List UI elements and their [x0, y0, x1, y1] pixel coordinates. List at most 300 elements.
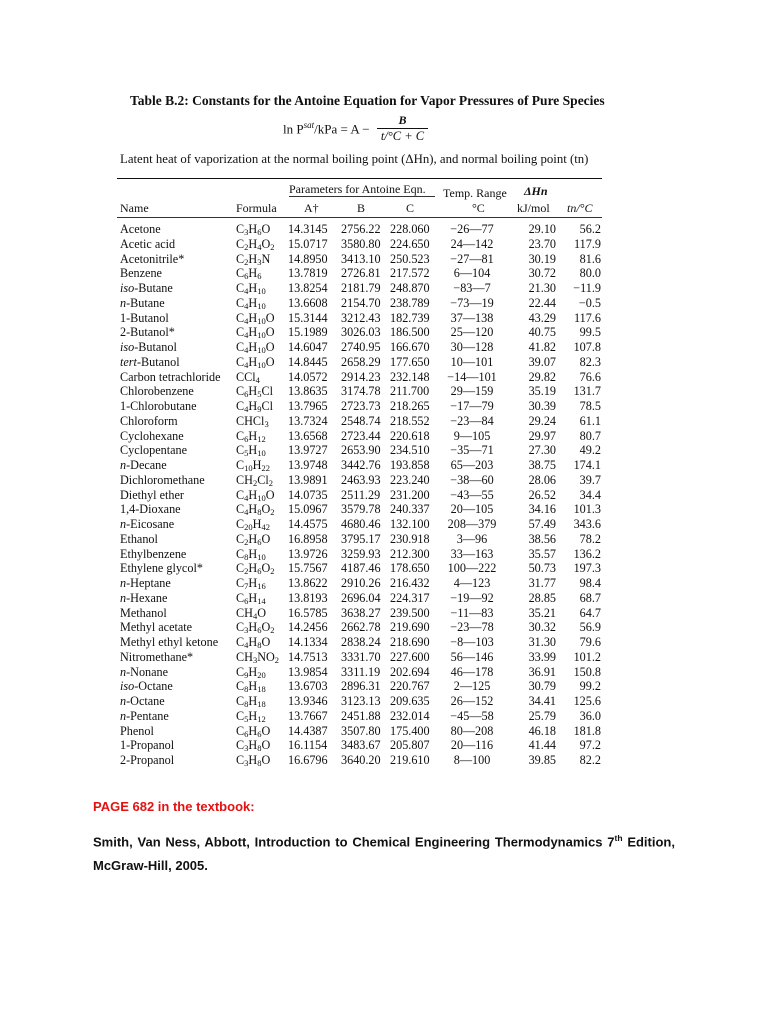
cell-a: 14.3145: [288, 222, 328, 236]
header-b: B: [357, 201, 366, 215]
cell-name: n-Butane: [120, 295, 165, 310]
cell-tn: −11.9: [573, 281, 601, 295]
cell-name: 1-Propanol: [120, 738, 175, 753]
cell-b: 3212.43: [341, 310, 381, 325]
cell-dh: 35.57: [528, 546, 556, 561]
cell-tn: 49.2: [579, 443, 601, 458]
cell-c: 218.690: [390, 635, 430, 649]
cell-c: 234.510: [390, 443, 430, 458]
cell-formula: CCl$_4$: [236, 369, 260, 385]
cell-b: 3638.27: [341, 605, 381, 620]
cell-a: 15.7567: [288, 561, 328, 576]
equation-lhs: ln P: [283, 121, 304, 137]
cell-tn: 101.2: [573, 649, 601, 664]
cell-formula: $C_3H_6O_2$: [236, 620, 275, 636]
cell-c: 193.858: [390, 458, 430, 472]
cell-name: Methyl ethyl ketone: [120, 635, 219, 649]
header-temp-range: Temp. Range: [443, 186, 507, 200]
table-row: [117, 311, 602, 326]
cell-temp-range: 8—100: [453, 753, 491, 767]
cell-a: 13.8254: [288, 281, 328, 295]
cell-formula: $C_4H_{10}$: [236, 281, 266, 296]
cell-name: Methanol: [120, 605, 167, 620]
cell-name: Dichloromethane: [120, 472, 205, 487]
cell-b: 3507.80: [341, 723, 381, 738]
cell-b: 3442.76: [341, 458, 381, 472]
cell-temp-range: 29—159: [450, 384, 494, 399]
cell-a: 15.0967: [288, 502, 328, 517]
cell-c: 250.523: [390, 251, 430, 266]
cell-tn: 101.3: [573, 502, 601, 517]
cell-c: 223.240: [390, 472, 430, 487]
cell-a: 13.6568: [288, 428, 328, 443]
cell-a: 16.5785: [288, 605, 328, 620]
cell-c: 232.148: [390, 369, 430, 384]
cell-dh: 30.72: [528, 266, 556, 281]
citation-text-end: Edition, McGraw-Hill, 2005.: [93, 834, 675, 874]
table-row: [117, 399, 602, 414]
cell-c: 182.739: [390, 310, 430, 325]
cell-name: Nitromethane*: [120, 649, 194, 664]
cell-dh: 29.82: [528, 369, 556, 384]
cell-c: 212.300: [390, 546, 430, 561]
cell-a: 16.1154: [288, 738, 328, 753]
cell-name: n-Eicosane: [120, 517, 175, 531]
cell-a: 13.8635: [288, 384, 328, 399]
cell-temp-range: 80—208: [450, 723, 494, 738]
cell-c: 218.265: [390, 399, 430, 413]
cell-formula: $C_2H_3N$: [236, 251, 271, 267]
cell-tn: 82.3: [579, 354, 601, 369]
cell-c: 227.600: [390, 649, 430, 664]
cell-formula: $C_6H_{12}$: [236, 428, 266, 444]
cell-tn: 117.6: [574, 310, 601, 325]
cell-temp-range: −35—71: [450, 443, 494, 458]
cell-c: 238.789: [390, 295, 430, 310]
cell-temp-range: −27—81: [450, 251, 494, 266]
cell-b: 3123.13: [341, 694, 381, 708]
cell-b: 4680.46: [341, 517, 381, 531]
cell-b: 3580.80: [341, 236, 381, 251]
header-name: Name: [120, 201, 149, 215]
cell-c: 224.650: [390, 236, 430, 251]
cell-c: 240.337: [390, 502, 430, 517]
citation: [93, 826, 675, 878]
equation-denominator: t/°C + C: [377, 128, 428, 144]
cell-tn: 150.8: [573, 664, 601, 679]
cell-dh: 34.41: [528, 694, 556, 708]
cell-name: 2-Butanol*: [120, 325, 175, 340]
cell-a: 14.7513: [288, 649, 328, 664]
table-row: [117, 281, 602, 296]
cell-c: 220.618: [390, 428, 430, 443]
cell-b: 2914.23: [341, 369, 381, 384]
cell-tn: 107.8: [573, 340, 601, 354]
cell-name: 1-Chlorobutane: [120, 399, 197, 413]
cell-b: 3795.17: [341, 531, 381, 546]
cell-tn: 61.1: [579, 413, 601, 428]
cell-tn: 82.2: [579, 753, 601, 767]
cell-b: 2896.31: [341, 679, 381, 694]
table-row: [117, 429, 602, 444]
cell-b: 2723.44: [341, 428, 381, 443]
table-row: [117, 355, 602, 370]
table-row: [117, 561, 602, 576]
cell-name: Methyl acetate: [120, 620, 193, 635]
table-row: [117, 237, 602, 252]
cell-formula: $C_4H_{10}$: [236, 295, 266, 311]
cell-tn: −0.5: [578, 295, 601, 310]
cell-tn: 68.7: [579, 590, 601, 605]
cell-c: 248.870: [390, 281, 430, 295]
cell-b: 2154.70: [341, 295, 381, 310]
cell-name: Acetic acid: [120, 236, 176, 251]
cell-dh: 36.91: [528, 664, 556, 679]
cell-formula: $C_3H_8O$: [236, 753, 271, 768]
table-row: [117, 724, 602, 739]
cell-name: tert-Butanol: [120, 354, 180, 369]
cell-temp-range: −17—79: [450, 399, 494, 413]
cell-name: 1,4-Dioxane: [120, 502, 181, 517]
cell-temp-range: 56—146: [450, 649, 494, 664]
cell-a: 14.8950: [288, 251, 328, 266]
equation-sat-superscript: sat: [303, 119, 315, 130]
cell-temp-range: 10—101: [450, 354, 494, 369]
cell-temp-range: 20—105: [450, 502, 494, 517]
cell-name: n-Nonane: [120, 664, 169, 679]
cell-a: 13.6608: [288, 295, 328, 310]
cell-dh: 39.85: [528, 753, 556, 767]
table-row: [117, 694, 602, 709]
cell-a: 14.0735: [288, 487, 328, 502]
cell-b: 3259.93: [341, 546, 381, 561]
cell-temp-range: 30—128: [450, 340, 494, 354]
cell-temp-range: 37—138: [450, 310, 494, 325]
cell-name: Cyclohexane: [120, 428, 184, 443]
cell-temp-range: −8—103: [450, 635, 494, 649]
cell-b: 3311.19: [341, 664, 381, 679]
cell-tn: 80.0: [579, 266, 601, 281]
cell-temp-range: 4—123: [453, 576, 491, 590]
cell-dh: 41.82: [528, 340, 556, 354]
cell-tn: 56.9: [579, 620, 601, 635]
cell-c: 202.694: [390, 664, 430, 679]
cell-a: 13.7965: [288, 399, 328, 413]
cell-temp-range: −23—84: [450, 413, 494, 428]
cell-c: 220.767: [390, 679, 430, 694]
cell-dh: 21.30: [528, 281, 556, 295]
cell-a: 13.6703: [288, 679, 328, 694]
cell-name: n-Octane: [120, 694, 165, 708]
cell-dh: 31.77: [528, 576, 556, 590]
cell-tn: 343.6: [573, 517, 601, 531]
cell-a: 13.9748: [288, 458, 328, 472]
table-row: [117, 547, 602, 562]
cell-temp-range: 2—125: [453, 679, 491, 694]
cell-a: 14.4575: [288, 517, 328, 531]
table-row: [117, 370, 602, 385]
table-row: [117, 620, 602, 635]
citation-superscript: th: [614, 833, 623, 843]
cell-dh: 30.19: [528, 251, 556, 266]
cell-b: 2548.74: [341, 413, 381, 428]
cell-a: 16.8958: [288, 531, 328, 546]
cell-formula: $C_8H_{10}$: [236, 546, 266, 562]
table-row: [117, 414, 602, 429]
header-formula: Formula: [236, 201, 277, 215]
cell-formula: $C_6H_6$: [236, 266, 262, 282]
cell-formula: $C_4H_{10}O$: [236, 354, 275, 370]
cell-name: Cyclopentane: [120, 443, 188, 458]
cell-temp-range: −83—7: [453, 281, 491, 295]
cell-temp-range: 26—152: [450, 694, 494, 708]
cell-c: 211.700: [390, 384, 430, 399]
cell-dh: 38.75: [528, 458, 556, 472]
cell-dh: 33.99: [528, 649, 556, 664]
cell-dh: 46.18: [528, 723, 556, 738]
cell-name: n-Pentane: [120, 708, 169, 723]
cell-a: 13.8193: [288, 590, 328, 605]
cell-dh: 30.79: [528, 679, 556, 694]
citation-text: Smith, Van Ness, Abbott, Introduction to Chemical Engineering Thermodynamics 7: [93, 834, 615, 850]
cell-b: 4187.46: [341, 561, 381, 576]
cell-temp-range: −19—92: [450, 590, 494, 605]
table-row: [117, 679, 602, 694]
cell-c: 186.500: [390, 325, 430, 340]
cell-formula: $C_6H_{14}$: [236, 590, 266, 606]
cell-dh: 39.07: [528, 354, 556, 369]
cell-b: 2740.95: [341, 340, 381, 354]
cell-a: 13.8622: [288, 576, 328, 590]
cell-dh: 31.30: [528, 635, 556, 649]
cell-a: 13.9727: [288, 443, 328, 458]
cell-tn: 99.5: [579, 325, 601, 340]
cell-temp-range: −43—55: [450, 487, 494, 502]
cell-formula: $C_4H_{10}O$: [236, 340, 275, 355]
cell-dh: 29.24: [528, 413, 556, 428]
cell-b: 2181.79: [341, 281, 381, 295]
cell-tn: 56.2: [579, 222, 601, 236]
cell-formula: $CH_2Cl_2$: [236, 472, 273, 488]
cell-name: Ethylbenzene: [120, 546, 187, 561]
table-header: [117, 179, 602, 217]
cell-tn: 197.3: [573, 561, 601, 576]
table-row: [117, 458, 602, 473]
table-row: [117, 340, 602, 355]
cell-temp-range: −14—101: [447, 369, 497, 384]
cell-b: 3026.03: [341, 325, 381, 340]
cell-a: 13.9854: [288, 664, 328, 679]
cell-formula: $CH_3NO_2$: [236, 649, 280, 665]
cell-a: 14.1334: [288, 635, 328, 649]
cell-b: 2463.93: [341, 472, 381, 487]
cell-formula: $C_{10}H_{22}$: [236, 458, 270, 473]
cell-b: 2723.73: [341, 399, 381, 413]
cell-c: 166.670: [390, 340, 430, 354]
cell-c: 219.610: [390, 753, 430, 767]
cell-b: 3483.67: [341, 738, 381, 753]
cell-name: iso-Octane: [120, 679, 173, 694]
cell-a: 13.7667: [288, 708, 328, 723]
cell-temp-range: 25—120: [450, 325, 494, 340]
cell-formula: $C_4H_{10}O$: [236, 310, 275, 326]
cell-temp-range: 100—222: [447, 561, 497, 576]
cell-tn: 99.2: [579, 679, 601, 694]
cell-formula: $C_6H_5Cl$: [236, 384, 273, 400]
cell-dh: 28.06: [528, 472, 556, 487]
cell-tn: 81.6: [579, 251, 601, 266]
cell-tn: 36.0: [579, 708, 601, 723]
cell-c: 231.200: [390, 487, 430, 502]
cell-temp-range: −23—78: [450, 620, 494, 635]
cell-a: 13.9891: [288, 472, 328, 487]
cell-formula: $C_6H_6O$: [236, 723, 271, 739]
cell-temp-range: 65—203: [450, 458, 494, 472]
cell-name: Chloroform: [120, 413, 178, 428]
cell-formula: $C_2H_4O_2$: [236, 236, 275, 252]
cell-b: 2658.29: [341, 354, 381, 369]
cell-c: 232.014: [390, 708, 430, 723]
cell-formula: $C_3H_8O$: [236, 738, 271, 754]
cell-c: 216.432: [390, 576, 430, 590]
cell-temp-range: 6—104: [453, 266, 491, 281]
cell-name: Diethyl ether: [120, 487, 184, 502]
table-caption: Table B.2: Constants for the Antoine Equation for Vapor Pressures of Pure Species: [130, 93, 605, 108]
cell-name: Chlorobenzene: [120, 384, 194, 399]
cell-tn: 181.8: [573, 723, 601, 738]
cell-formula: $C_7H_{16}$: [236, 576, 266, 591]
cell-b: 2662.78: [341, 620, 381, 635]
table-row: [117, 650, 602, 665]
cell-name: 1-Butanol: [120, 310, 169, 325]
cell-a: 15.3144: [288, 310, 328, 325]
cell-dh: 29.97: [528, 428, 556, 443]
cell-dh: 26.52: [528, 487, 556, 502]
cell-tn: 80.7: [579, 428, 601, 443]
cell-formula: $C_4H_8O_2$: [236, 502, 275, 518]
cell-c: 178.650: [390, 561, 430, 576]
cell-temp-range: −26—77: [450, 222, 494, 236]
cell-a: 14.6047: [288, 340, 328, 354]
cell-c: 209.635: [390, 694, 430, 708]
table-row: [117, 576, 602, 591]
cell-b: 2451.88: [341, 708, 381, 723]
cell-tn: 174.1: [573, 458, 601, 472]
cell-tn: 78.2: [579, 531, 601, 546]
header-dh: ΔHn: [524, 184, 548, 198]
cell-dh: 50.73: [528, 561, 556, 576]
cell-b: 2511.29: [341, 487, 381, 502]
equation-fraction: [377, 113, 428, 144]
cell-dh: 38.56: [528, 531, 556, 546]
latent-heat-note: Latent heat of vaporization at the normal boiling point (ΔHn), and normal boiling point (tn): [120, 152, 589, 166]
cell-dh: 57.49: [528, 517, 556, 531]
table-row: [117, 606, 602, 621]
cell-a: 15.0717: [288, 236, 328, 251]
equation-numerator: B: [398, 113, 407, 127]
cell-b: 2653.90: [341, 443, 381, 458]
cell-tn: 34.4: [579, 487, 601, 502]
cell-a: 16.6796: [288, 753, 328, 767]
antoine-equation: [283, 113, 428, 149]
cell-a: 15.1989: [288, 325, 328, 340]
cell-name: 2-Propanol: [120, 753, 175, 767]
cell-c: 218.552: [390, 413, 430, 428]
cell-temp-range: −45—58: [450, 708, 494, 723]
cell-tn: 79.6: [579, 635, 601, 649]
cell-c: 217.572: [390, 266, 430, 281]
cell-dh: 34.16: [528, 502, 556, 517]
cell-formula: $C_2H_6O_2$: [236, 561, 275, 577]
cell-formula: CHCl$_3$: [236, 413, 269, 429]
cell-dh: 30.39: [528, 399, 556, 413]
table-body: [117, 218, 602, 768]
cell-name: Ethanol: [120, 531, 158, 546]
cell-tn: 131.7: [573, 384, 601, 399]
cell-dh: 30.32: [528, 620, 556, 635]
cell-dh: 41.44: [528, 738, 556, 753]
header-params-group: Parameters for Antoine Eqn.: [289, 182, 426, 196]
table-row: [117, 252, 602, 267]
table-row: [117, 753, 602, 768]
cell-tn: 64.7: [579, 605, 601, 620]
table-row: [117, 532, 602, 547]
cell-c: 224.317: [390, 590, 430, 605]
cell-name: n-Heptane: [120, 576, 171, 590]
cell-dh: 29.10: [528, 222, 556, 236]
cell-formula: $C_3H_6O$: [236, 222, 271, 237]
cell-name: Acetone: [120, 222, 161, 236]
cell-temp-range: 208—379: [447, 517, 497, 531]
cell-name: n-Hexane: [120, 590, 168, 605]
cell-c: 219.690: [390, 620, 430, 635]
table-row: [117, 665, 602, 680]
header-temp-unit: °C: [472, 201, 485, 215]
cell-formula: $C_2H_6O$: [236, 531, 271, 547]
header-tn: tn/°C: [567, 201, 593, 215]
header-a: A†: [304, 201, 319, 215]
cell-a: 13.7324: [288, 413, 328, 428]
cell-formula: $C_9H_{20}$: [236, 664, 266, 680]
cell-b: 3174.78: [341, 384, 381, 399]
table-row: [117, 384, 602, 399]
table-row: [117, 443, 602, 458]
cell-name: n-Decane: [120, 458, 167, 472]
table-row: [117, 296, 602, 311]
cell-name: Carbon tetrachloride: [120, 369, 221, 384]
table-row: [117, 517, 602, 532]
table-row: [117, 266, 602, 281]
cell-b: 2838.24: [341, 635, 381, 649]
table-row: [117, 222, 602, 237]
cell-name: Acetonitrile*: [120, 251, 185, 266]
cell-temp-range: 24—142: [450, 236, 494, 251]
table-row: [117, 738, 602, 753]
cell-a: 13.9346: [288, 694, 328, 708]
cell-c: 132.100: [390, 517, 430, 531]
cell-name: Benzene: [120, 266, 162, 281]
cell-dh: 27.30: [528, 443, 556, 458]
cell-a: 14.4387: [288, 723, 328, 738]
cell-b: 2696.04: [341, 590, 381, 605]
cell-name: iso-Butane: [120, 281, 173, 295]
table-row: [117, 325, 602, 340]
cell-b: 3331.70: [341, 649, 381, 664]
cell-temp-range: 9—105: [453, 428, 491, 443]
cell-c: 205.807: [390, 738, 430, 753]
page-reference: PAGE 682 in the textbook:: [93, 799, 255, 814]
cell-tn: 98.4: [579, 576, 601, 590]
